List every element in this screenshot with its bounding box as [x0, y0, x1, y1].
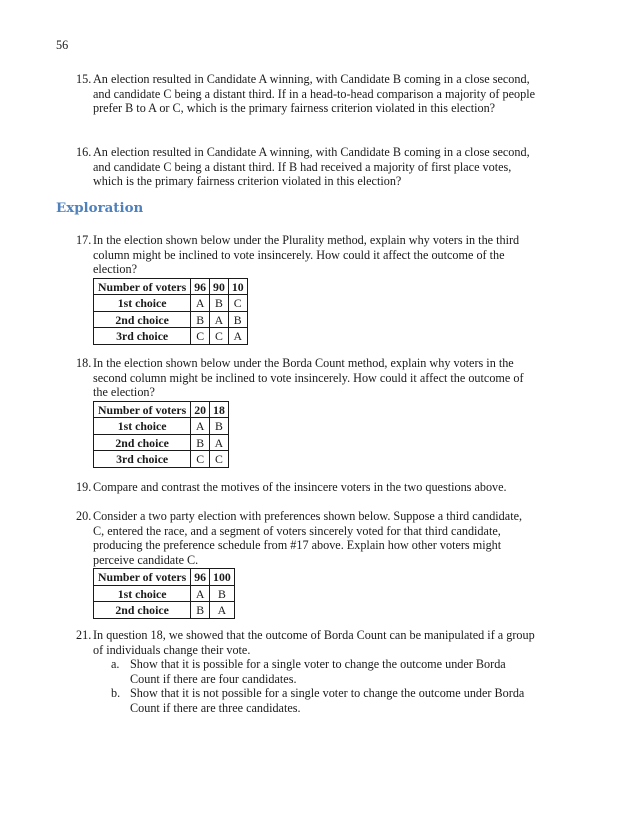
- voter-count: 100: [210, 569, 235, 586]
- voter-count: 20: [191, 401, 210, 418]
- table-cell: B: [191, 434, 210, 451]
- voter-count: 18: [210, 401, 229, 418]
- question-number: 15.: [76, 72, 92, 86]
- sub-question-b: [111, 686, 536, 715]
- table-row: [94, 418, 229, 435]
- table-row: [94, 311, 248, 328]
- question-18: [76, 356, 536, 468]
- question-text: In question 18, we showed that the outcome of Borda Count can be manipulated if a group of individuals change their vote.: [93, 628, 535, 657]
- sub-question-text: Show that it is possible for a single voter to change the outcome under Borda Count if there are four candidates.: [130, 657, 506, 686]
- table-header-label: Number of voters: [94, 569, 191, 586]
- voter-count: 10: [228, 278, 247, 295]
- table-cell: C: [210, 328, 229, 345]
- table-header-label: Number of voters: [94, 401, 191, 418]
- table-cell: A: [228, 328, 247, 345]
- choice-label: 1st choice: [94, 418, 191, 435]
- question-text: Consider a two party election with preferences shown below. Suppose a third candidate, C, entered the race, and a segment of voters sincerely voted for that third candidate, producing the preference schedule from #17 above. Explain how other voters might perceive candidate C.: [93, 509, 523, 567]
- table-cell: A: [191, 295, 210, 312]
- choice-label: 1st choice: [94, 585, 191, 602]
- question-17: [76, 233, 536, 345]
- table-cell: B: [191, 311, 210, 328]
- voter-count: 90: [210, 278, 229, 295]
- table-cell: B: [191, 602, 210, 619]
- choice-label: 2nd choice: [94, 602, 191, 619]
- question-text: In the election shown below under the Plurality method, explain why voters in the third column might be inclined to vote insincerely. How could it affect the outcome of the election?: [93, 233, 520, 277]
- table-cell: A: [191, 585, 210, 602]
- question-16: [76, 145, 536, 189]
- question-19: [76, 480, 536, 495]
- question-text: Compare and contrast the motives of the insincere voters in the two questions above.: [93, 480, 507, 494]
- sub-question-a: [111, 657, 536, 686]
- table-cell: B: [210, 418, 229, 435]
- table-row: [94, 602, 235, 619]
- choice-label: 2nd choice: [94, 311, 191, 328]
- sub-question-letter: b.: [111, 686, 121, 701]
- table-header-row: [94, 401, 229, 418]
- table-cell: C: [191, 451, 210, 468]
- choice-label: 3rd choice: [94, 451, 191, 468]
- table-cell: B: [210, 295, 229, 312]
- table-row: [94, 328, 248, 345]
- table-row: [94, 451, 229, 468]
- question-number: 21.: [76, 628, 92, 642]
- table-row: [94, 295, 248, 312]
- table-cell: C: [228, 295, 247, 312]
- table-cell: A: [210, 602, 235, 619]
- question-15: [76, 72, 536, 116]
- table-header-row: [94, 569, 235, 586]
- table-header-label: Number of voters: [94, 278, 191, 295]
- question-number: 20.: [76, 509, 92, 523]
- table-cell: A: [210, 311, 229, 328]
- question-number: 16.: [76, 145, 92, 159]
- table-cell: C: [191, 328, 210, 345]
- choice-label: 3rd choice: [94, 328, 191, 345]
- section-heading: Exploration: [56, 200, 144, 216]
- voter-count: 96: [191, 569, 210, 586]
- table-header-row: [94, 278, 248, 295]
- choice-label: 2nd choice: [94, 434, 191, 451]
- preference-table: [93, 568, 235, 619]
- sub-question-letter: a.: [111, 657, 120, 672]
- question-20: [76, 509, 536, 619]
- sub-question-text: Show that it is not possible for a single voter to change the outcome under Borda Count if there are three candidates.: [130, 686, 525, 715]
- question-21: [76, 628, 536, 716]
- table-cell: A: [191, 418, 210, 435]
- voter-count: 96: [191, 278, 210, 295]
- page-number: 56: [56, 38, 69, 52]
- table-cell: A: [210, 434, 229, 451]
- table-cell: B: [228, 311, 247, 328]
- preference-table: [93, 278, 248, 345]
- table-row: [94, 585, 235, 602]
- preference-table: [93, 401, 229, 468]
- question-number: 18.: [76, 356, 92, 370]
- question-number: 17.: [76, 233, 92, 247]
- question-text: An election resulted in Candidate A winning, with Candidate B coming in a close second, and candidate C being a distant third. If B had received a majority of first place votes, which is the primary fairness criterion violated in this election?: [93, 145, 530, 189]
- table-row: [94, 434, 229, 451]
- question-text: In the election shown below under the Borda Count method, explain why voters in the second column might be inclined to vote insincerely. How could it affect the outcome of the election?: [93, 356, 524, 400]
- table-cell: B: [210, 585, 235, 602]
- question-text: An election resulted in Candidate A winning, with Candidate B coming in a close second, and candidate C being a distant third. If in a head-to-head comparison a majority of people prefer B to A or C, which is the primary fairness criterion violated in this election?: [93, 72, 535, 116]
- choice-label: 1st choice: [94, 295, 191, 312]
- question-number: 19.: [76, 480, 92, 494]
- table-cell: C: [210, 451, 229, 468]
